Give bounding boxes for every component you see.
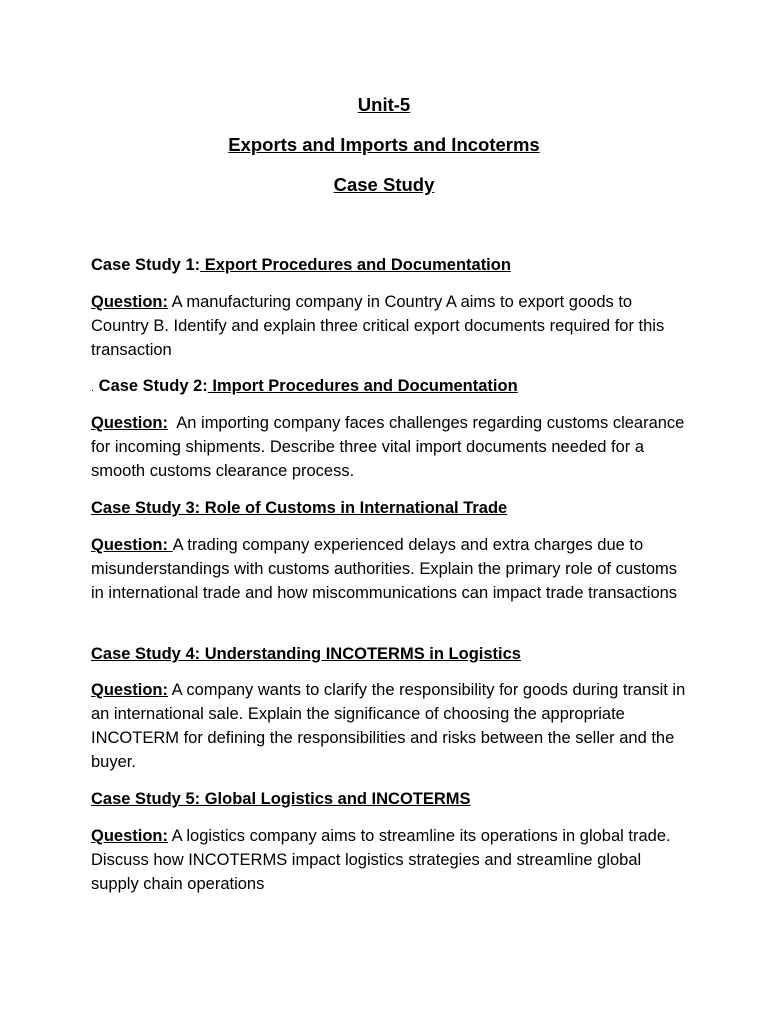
section-heading: Case Study xyxy=(333,174,435,195)
case-study-5 xyxy=(91,787,691,811)
case-study-1-title-text: Export Procedures and Documentation xyxy=(200,256,511,274)
question-label: Question: xyxy=(91,293,168,311)
case-study-4-question xyxy=(91,678,691,774)
question-text: A trading company experienced delays and extra charges due to misunderstandings with customs authorities. Explain the primary role of customs in international trade and how miscommunications can impact trade transactions xyxy=(91,536,678,602)
unit-heading: Unit-5 xyxy=(357,94,411,115)
case-study-3 xyxy=(91,496,691,520)
case-study-2 xyxy=(91,374,691,400)
question-label: Question: xyxy=(91,414,168,432)
case-study-5-title: Case Study 5: Global Logistics and INCOTERMS xyxy=(91,790,471,808)
case-study-3-title: Case Study 3: Role of Customs in International Trade xyxy=(91,499,508,517)
case-study-3-question xyxy=(91,533,691,605)
question-label: Question: xyxy=(91,827,168,845)
leading-dot: . xyxy=(91,382,95,394)
case-study-1-title xyxy=(91,253,691,277)
case-study-4-title: Case Study 4: Understanding INCOTERMS in Logistics xyxy=(91,645,521,663)
question-text: A manufacturing company in Country A aims to export goods to Country B. Identify and explain three critical export documents required for this transaction xyxy=(91,293,665,359)
case-study-2-question xyxy=(91,411,691,483)
case-study-2-prefix: Case Study 2: xyxy=(94,377,208,395)
question-text: A logistics company aims to streamline its operations in global trade. Discuss how INCOTERMS impact logistics strategies and streamline global supply chain operations xyxy=(91,827,671,893)
case-study-1-question xyxy=(91,290,691,362)
case-study-2-title xyxy=(91,374,691,400)
case-study-1 xyxy=(91,253,691,277)
case-study-4 xyxy=(91,642,691,666)
case-study-2-title-text: Import Procedures and Documentation xyxy=(207,377,518,395)
question-label: Question: xyxy=(91,681,168,699)
question-text: An importing company faces challenges regarding customs clearance for incoming shipments. Describe three vital import documents needed for a smooth customs clearance process. xyxy=(91,414,689,480)
case-study-5-question xyxy=(91,824,691,896)
question-text: A company wants to clarify the responsibility for goods during transit in an international sale. Explain the significance of choosing the appropriate INCOTERM for defining the responsibilities and risks between the seller and the buyer. xyxy=(91,681,686,771)
topic-heading: Exports and Imports and Incoterms xyxy=(228,134,540,155)
question-label: Question: xyxy=(91,536,173,554)
case-study-1-prefix: Case Study 1: xyxy=(91,256,201,274)
